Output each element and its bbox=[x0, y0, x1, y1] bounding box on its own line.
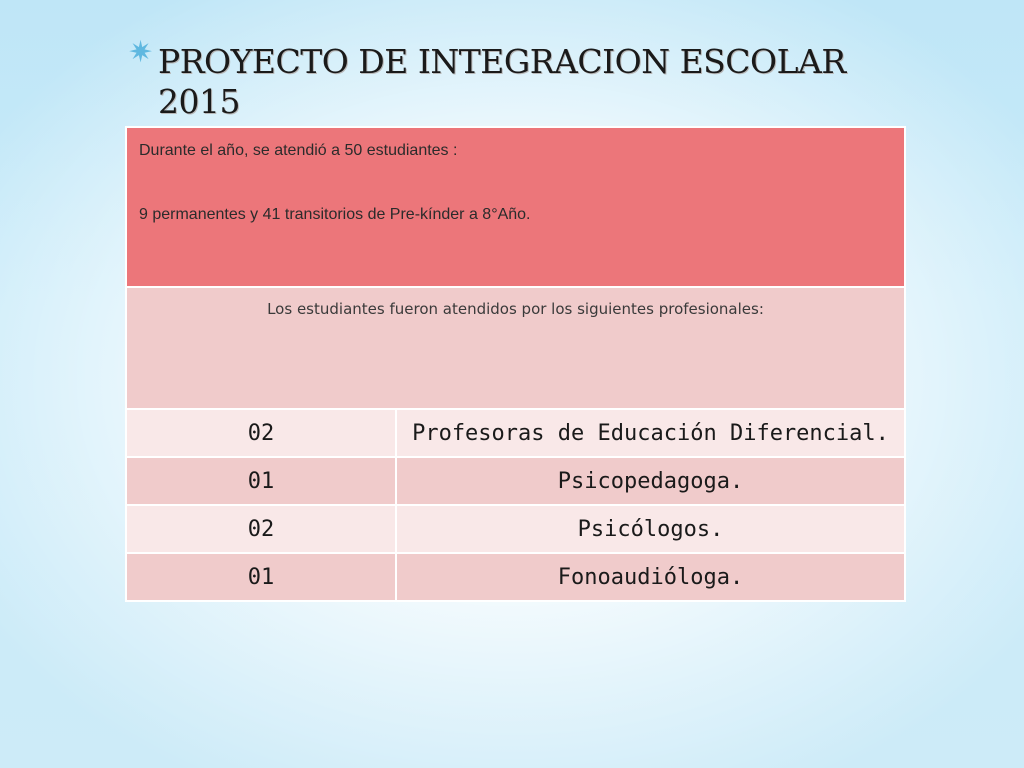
table-subheading-row bbox=[126, 287, 905, 409]
role-cell: Fonoaudióloga. bbox=[396, 553, 905, 601]
table-row bbox=[126, 409, 905, 457]
count-cell: 02 bbox=[126, 409, 396, 457]
summary-line-students: Durante el año, se atendió a 50 estudiantes : bbox=[139, 142, 458, 159]
table-row bbox=[126, 505, 905, 553]
summary-line-breakdown: 9 permanentes y 41 transitorios de Pre-kínder a 8°Año. bbox=[139, 206, 531, 223]
role-cell: Profesoras de Educación Diferencial. bbox=[396, 409, 905, 457]
table-header-row bbox=[126, 127, 905, 287]
count-cell: 01 bbox=[126, 553, 396, 601]
professionals-table bbox=[125, 126, 906, 602]
count-cell: 01 bbox=[126, 457, 396, 505]
role-cell: Psicólogos. bbox=[396, 505, 905, 553]
count-cell: 02 bbox=[126, 505, 396, 553]
summary-cell bbox=[126, 127, 905, 287]
star-bullet-icon: ✷ bbox=[128, 35, 154, 70]
table-row bbox=[126, 457, 905, 505]
subheading-cell: Los estudiantes fueron atendidos por los siguientes profesionales: bbox=[126, 287, 905, 409]
role-cell: Psicopedagoga. bbox=[396, 457, 905, 505]
slide-title: PROYECTO DE INTEGRACION ESCOLAR 2015 bbox=[158, 42, 846, 121]
table-row bbox=[126, 553, 905, 601]
